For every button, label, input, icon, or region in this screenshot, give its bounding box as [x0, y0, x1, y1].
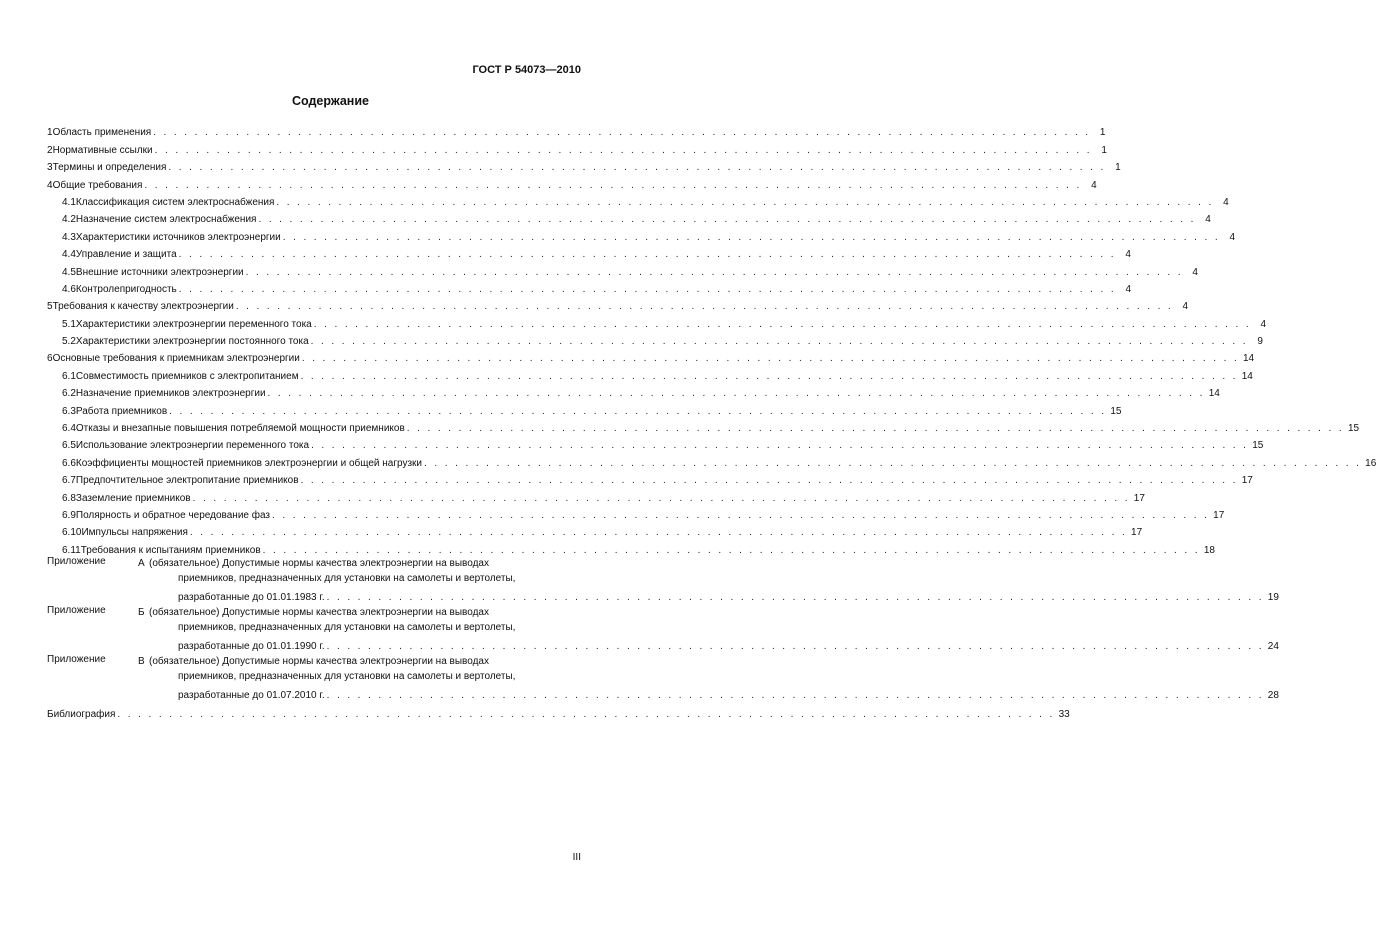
- toc-bibliography-entry[interactable]: [47, 703, 1070, 721]
- toc-entry-page: 17: [1133, 492, 1145, 504]
- toc-entry-label: Нормативные ссылки: [52, 144, 153, 156]
- toc-entry[interactable]: [47, 156, 1121, 174]
- toc-entry-label: Область применения: [52, 127, 152, 139]
- toc-entry-page: 4: [1091, 179, 1097, 191]
- toc-subentry[interactable]: [47, 504, 1225, 521]
- toc-subentry[interactable]: [47, 278, 1132, 295]
- dot-leader: [155, 145, 1092, 156]
- page-title: Содержание: [291, 94, 369, 108]
- toc-entry-page: 1: [1101, 144, 1107, 156]
- appendix-line: приемников, предназначенных для установки на самолеты и вертолеты,: [178, 671, 516, 683]
- toc-subentry[interactable]: [47, 451, 1376, 469]
- appendix-prefix: Приложение: [47, 653, 106, 665]
- dot-leader: [246, 267, 1183, 278]
- toc-entry-page: 15: [1110, 405, 1122, 417]
- dot-leader: [311, 336, 1248, 347]
- toc-entry-number: 1: [47, 127, 53, 139]
- page-number: III: [572, 852, 581, 863]
- toc-entry-number: 5.2: [62, 336, 76, 348]
- toc-subentry[interactable]: [47, 260, 1198, 278]
- dot-leader: [327, 641, 1264, 652]
- toc-entry-label: Характеристики электроэнергии переменного тока: [75, 318, 312, 330]
- toc-entry-number: 4.6: [62, 283, 76, 295]
- toc-entry-label: Характеристики электроэнергии постоянного тока: [75, 336, 309, 348]
- toc-subentry[interactable]: [47, 382, 1220, 400]
- toc-entry-number: 6.7: [62, 475, 76, 487]
- dot-leader: [302, 353, 1239, 364]
- appendix-line: разработанные до 01.01.1983 г.: [178, 591, 325, 603]
- toc-entry-label: Контролепригодность: [75, 283, 177, 295]
- toc-entry[interactable]: [47, 347, 1255, 365]
- toc-entry-page: 19: [1267, 591, 1279, 603]
- toc-entry-label: Назначение приемников электроэнергии: [75, 388, 266, 400]
- toc-entry-label: Классификация систем электроснабжения: [75, 196, 275, 208]
- toc-entry-label: Библиография: [47, 709, 116, 721]
- toc-entry-page: 33: [1058, 709, 1070, 721]
- toc-entry-label: Импульсы напряжения: [81, 527, 188, 539]
- toc-entry-page: 4: [1192, 266, 1198, 278]
- appendix-line: (обязательное) Допустимые нормы качества электроэнергии на выводах: [149, 606, 489, 618]
- toc-entry-label: Назначение систем электроснабжения: [75, 214, 257, 226]
- dot-leader: [236, 301, 1173, 312]
- toc-subentry[interactable]: [47, 399, 1122, 417]
- toc-entry-number: 6: [47, 353, 53, 365]
- toc-entry-page: 15: [1252, 440, 1264, 452]
- toc-entry-number: 4.3: [62, 231, 76, 243]
- dot-leader: [424, 458, 1361, 469]
- toc-entry-number: 5: [47, 301, 53, 313]
- toc-entry-label: Полярность и обратное чередование фаз: [75, 509, 271, 521]
- toc-entry-page: 14: [1208, 388, 1220, 400]
- appendix-line: (обязательное) Допустимые нормы качества электроэнергии на выводах: [149, 557, 489, 569]
- dot-leader: [179, 284, 1116, 295]
- toc-subentry[interactable]: [47, 208, 1211, 226]
- toc-entry-label: Использование электроэнергии переменного тока: [75, 440, 310, 452]
- document-code: ГОСТ Р 54073—2010: [472, 64, 581, 76]
- toc-entry-label: Управление и защита: [75, 249, 177, 261]
- toc-subentry[interactable]: [47, 434, 1264, 452]
- toc-entry-number: 6.2: [62, 388, 76, 400]
- toc-entry-label: Требования к испытаниям приемников: [80, 544, 261, 556]
- toc-entry-page: 1: [1099, 127, 1106, 139]
- toc-entry-number: 4: [47, 179, 53, 191]
- toc-entry-page: 4: [1223, 196, 1229, 208]
- toc-subentry[interactable]: [47, 538, 1215, 556]
- toc-entry-label: Характеристики источников электроэнергии: [75, 231, 281, 243]
- toc-entry-number: 2: [47, 144, 53, 156]
- toc-subentry[interactable]: [47, 469, 1253, 487]
- appendix-prefix: Приложение: [47, 555, 106, 567]
- toc-entry[interactable]: [47, 173, 1097, 191]
- appendix-letter: А: [138, 557, 145, 569]
- toc-entry-page: 14: [1243, 353, 1255, 365]
- toc-entry-page: 4: [1260, 318, 1267, 330]
- appendix-prefix: Приложение: [47, 604, 106, 616]
- dot-leader: [268, 388, 1205, 399]
- toc-entry-page: 17: [1213, 509, 1225, 521]
- toc-entry-page: 14: [1241, 370, 1253, 382]
- toc-entry-label: Основные требования к приемникам электроэнергии: [52, 353, 300, 365]
- toc-subentry[interactable]: [47, 364, 1253, 382]
- toc-entry-number: 6.1: [62, 370, 76, 382]
- toc-appendix-entry[interactable]: [47, 653, 1279, 701]
- toc-entry-page: 4: [1182, 301, 1189, 313]
- toc-entry-number: 6.4: [62, 423, 76, 435]
- toc-subentry[interactable]: [47, 191, 1229, 208]
- toc-entry[interactable]: [47, 121, 1106, 139]
- toc-entry-page: 4: [1229, 231, 1236, 243]
- table-of-contents: [47, 121, 1376, 721]
- toc-entry-label: Коэффициенты мощностей приемников электроэнергии и общей нагрузки: [75, 457, 423, 469]
- appendix-line: разработанные до 01.01.1990 г.: [178, 640, 325, 652]
- dot-leader: [117, 709, 1054, 720]
- toc-entry-page: 24: [1267, 640, 1279, 652]
- toc-entry-number: 6.8: [62, 492, 76, 504]
- dot-leader: [301, 371, 1238, 382]
- appendix-line: приемников, предназначенных для установки на самолеты и вертолеты,: [178, 622, 516, 634]
- toc-entry-number: 4.4: [62, 249, 76, 261]
- toc-appendix-entry[interactable]: [47, 604, 1279, 652]
- dot-leader: [301, 475, 1238, 486]
- toc-entry-page: 17: [1241, 475, 1253, 487]
- toc-entry-number: 6.10: [62, 527, 82, 539]
- dot-leader: [314, 319, 1251, 330]
- toc-entry-page: 1: [1115, 162, 1121, 174]
- dot-leader: [272, 510, 1209, 521]
- dot-leader: [327, 592, 1264, 603]
- dot-leader: [169, 406, 1106, 417]
- toc-entry-label: Заземление приемников: [75, 492, 191, 504]
- toc-subentry[interactable]: [47, 521, 1143, 539]
- toc-entry-number: 4.5: [62, 266, 76, 278]
- toc-entry-page: 28: [1267, 689, 1279, 701]
- toc-entry-number: 6.6: [62, 457, 76, 469]
- toc-subentry[interactable]: [47, 330, 1263, 348]
- appendix-letter: Б: [138, 606, 145, 618]
- toc-entry-number: 4.2: [62, 214, 76, 226]
- dot-leader: [276, 197, 1213, 208]
- toc-entry-number: 4.1: [62, 196, 76, 208]
- toc-entry-label: Отказы и внезапные повышения потребляемой мощности приемников: [75, 423, 405, 435]
- toc-entry-label: Требования к качеству электроэнергии: [52, 301, 234, 313]
- toc-entry-page: 4: [1125, 283, 1132, 295]
- dot-leader: [283, 232, 1220, 243]
- dot-leader: [407, 423, 1344, 434]
- toc-entry-number: 3: [47, 162, 53, 174]
- dot-leader: [144, 180, 1081, 191]
- toc-entry-label: Общие требования: [52, 179, 143, 191]
- toc-entry-label: Предпочтительное электропитание приемников: [75, 475, 299, 487]
- appendix-line: приемников, предназначенных для установки на самолеты и вертолеты,: [178, 573, 516, 585]
- toc-entry-label: Работа приемников: [75, 405, 168, 417]
- toc-entry-label: Совместимость приемников с электропитанием: [75, 370, 299, 382]
- dot-leader: [190, 527, 1127, 538]
- dot-leader: [263, 545, 1200, 556]
- toc-subentry[interactable]: [47, 225, 1236, 243]
- toc-subentry[interactable]: [47, 243, 1131, 261]
- toc-entry-number: 6.9: [62, 509, 76, 521]
- appendix-line: разработанные до 01.07.2010 г.: [178, 689, 325, 701]
- toc-entry-page: 16: [1365, 457, 1376, 469]
- toc-subentry[interactable]: [47, 312, 1267, 330]
- toc-entry[interactable]: [47, 295, 1189, 313]
- toc-subentry[interactable]: [47, 417, 1360, 435]
- toc-appendix-entry[interactable]: [47, 555, 1279, 603]
- dot-leader: [258, 214, 1195, 225]
- dot-leader: [153, 127, 1090, 138]
- toc-entry-page: 4: [1125, 249, 1131, 261]
- toc-entry-number: 5.1: [62, 318, 76, 330]
- dot-leader: [179, 249, 1116, 260]
- toc-entry-label: Внешние источники электроэнергии: [75, 266, 244, 278]
- dot-leader: [311, 440, 1248, 451]
- dot-leader: [168, 162, 1105, 173]
- toc-entry-number: 6.5: [62, 440, 76, 452]
- appendix-letter: В: [138, 655, 145, 667]
- toc-entry-page: 15: [1347, 423, 1360, 435]
- toc-entry-number: 6.3: [62, 405, 76, 417]
- appendix-line: (обязательное) Допустимые нормы качества электроэнергии на выводах: [149, 655, 489, 667]
- toc-entry[interactable]: [47, 138, 1107, 156]
- toc-entry-page: 17: [1131, 527, 1143, 539]
- toc-entry-page: 4: [1205, 214, 1211, 226]
- toc-subentry[interactable]: [47, 486, 1145, 504]
- toc-entry-page: 9: [1257, 336, 1263, 348]
- dot-leader: [193, 493, 1130, 504]
- dot-leader: [327, 690, 1264, 701]
- toc-entry-page: 18: [1203, 544, 1215, 556]
- toc-entry-number: 6.11: [62, 544, 81, 556]
- toc-entry-label: Термины и определения: [52, 162, 167, 174]
